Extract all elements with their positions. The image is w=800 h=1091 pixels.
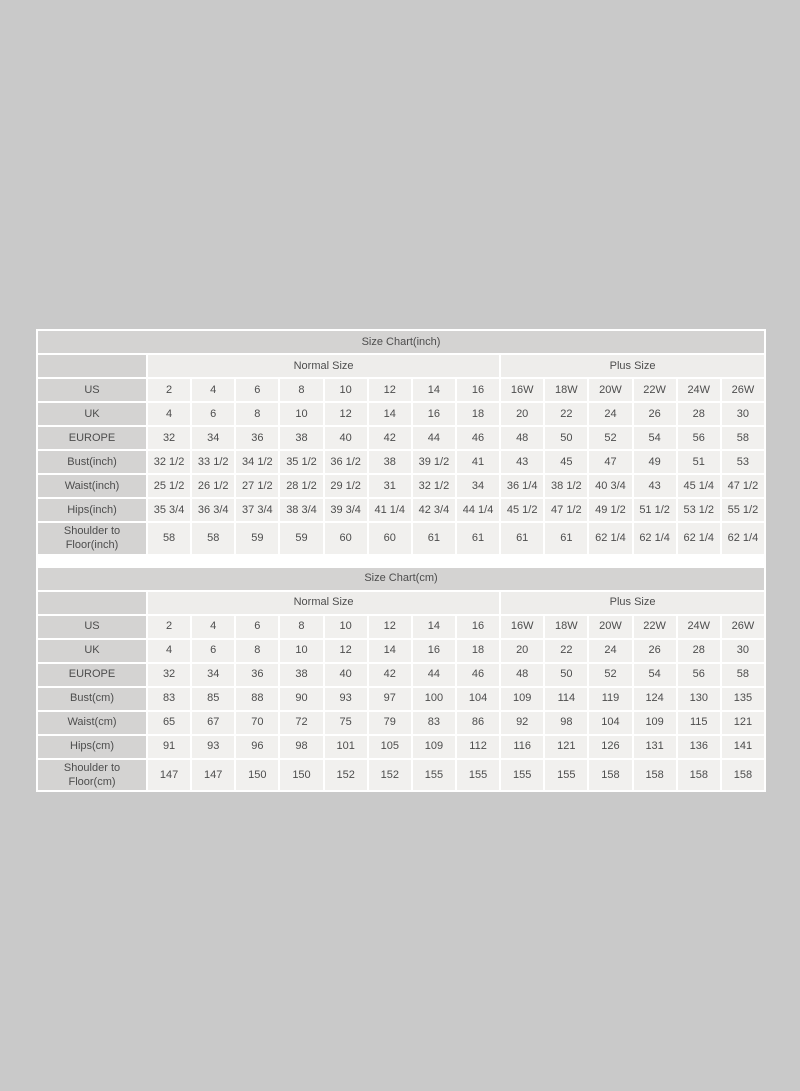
size-value-cell: 119 (589, 688, 631, 710)
size-value-cell: 40 (325, 427, 367, 449)
size-value-cell: 158 (634, 760, 676, 791)
size-value-cell: 36 1/2 (325, 451, 367, 473)
size-value-cell: 47 (589, 451, 631, 473)
size-value-cell: 141 (722, 736, 764, 758)
row-header-shoulder-to-floor-inch: Shoulder to Floor(inch) (38, 523, 146, 554)
row-header-bust-cm: Bust(cm) (38, 688, 146, 710)
size-value-cell: 10 (280, 403, 322, 425)
size-value-cell: 65 (148, 712, 190, 734)
size-value-cell: 6 (192, 640, 234, 662)
row-header-europe: EUROPE (38, 427, 146, 449)
row-header-europe: EUROPE (38, 664, 146, 686)
size-value-cell: 8 (280, 379, 322, 401)
size-value-cell: 26W (722, 379, 764, 401)
size-value-cell: 44 (413, 664, 455, 686)
size-value-cell: 26 (634, 640, 676, 662)
size-value-cell: 49 (634, 451, 676, 473)
size-value-cell: 24 (589, 403, 631, 425)
size-value-cell: 31 (369, 475, 411, 497)
size-value-cell: 92 (501, 712, 543, 734)
size-value-cell: 155 (457, 760, 499, 791)
size-value-cell: 45 1/4 (678, 475, 720, 497)
size-value-cell: 51 1/2 (634, 499, 676, 521)
size-value-cell: 70 (236, 712, 278, 734)
size-value-cell: 158 (678, 760, 720, 791)
size-value-cell: 58 (192, 523, 234, 554)
table-row (38, 616, 764, 638)
row-header-us: US (38, 379, 146, 401)
size-value-cell: 135 (722, 688, 764, 710)
size-value-cell: 72 (280, 712, 322, 734)
chart-title-row (38, 568, 764, 590)
size-value-cell: 49 1/2 (589, 499, 631, 521)
size-value-cell: 10 (325, 616, 367, 638)
size-value-cell: 62 1/4 (722, 523, 764, 554)
size-value-cell: 104 (589, 712, 631, 734)
size-value-cell: 36 (236, 427, 278, 449)
chart-title: Size Chart(inch) (38, 331, 764, 353)
size-value-cell: 98 (545, 712, 587, 734)
size-value-cell: 54 (634, 664, 676, 686)
size-value-cell: 34 (457, 475, 499, 497)
size-value-cell: 42 (369, 427, 411, 449)
size-value-cell: 105 (369, 736, 411, 758)
size-value-cell: 22 (545, 403, 587, 425)
table-row (38, 499, 764, 521)
size-value-cell: 22 (545, 640, 587, 662)
size-value-cell: 56 (678, 427, 720, 449)
size-chart-inch-table (36, 329, 766, 556)
size-value-cell: 42 (369, 664, 411, 686)
size-value-cell: 52 (589, 427, 631, 449)
chart-title: Size Chart(cm) (38, 568, 764, 590)
row-header-hips-cm: Hips(cm) (38, 736, 146, 758)
size-value-cell: 34 1/2 (236, 451, 278, 473)
size-value-cell: 37 3/4 (236, 499, 278, 521)
size-value-cell: 6 (192, 403, 234, 425)
size-value-cell: 93 (192, 736, 234, 758)
size-value-cell: 62 1/4 (678, 523, 720, 554)
size-value-cell: 39 1/2 (413, 451, 455, 473)
size-value-cell: 152 (325, 760, 367, 791)
size-value-cell: 6 (236, 379, 278, 401)
size-value-cell: 47 1/2 (545, 499, 587, 521)
size-value-cell: 16W (501, 379, 543, 401)
size-value-cell: 41 (457, 451, 499, 473)
size-value-cell: 12 (325, 403, 367, 425)
size-value-cell: 12 (369, 616, 411, 638)
size-value-cell: 24 (589, 640, 631, 662)
size-value-cell: 115 (678, 712, 720, 734)
column-group-row (38, 592, 764, 614)
size-value-cell: 46 (457, 427, 499, 449)
row-header-bust-inch: Bust(inch) (38, 451, 146, 473)
table-row (38, 523, 764, 554)
size-value-cell: 26W (722, 616, 764, 638)
size-value-cell: 79 (369, 712, 411, 734)
size-value-cell: 4 (192, 379, 234, 401)
size-value-cell: 20 (501, 403, 543, 425)
size-value-cell: 126 (589, 736, 631, 758)
size-value-cell: 101 (325, 736, 367, 758)
size-value-cell: 32 1/2 (413, 475, 455, 497)
size-value-cell: 43 (501, 451, 543, 473)
size-value-cell: 56 (678, 664, 720, 686)
size-value-cell: 59 (280, 523, 322, 554)
size-value-cell: 36 (236, 664, 278, 686)
column-group-plus-size: Plus Size (501, 592, 764, 614)
size-value-cell: 152 (369, 760, 411, 791)
size-value-cell: 4 (192, 616, 234, 638)
size-value-cell: 44 (413, 427, 455, 449)
corner-cell (38, 355, 146, 377)
size-value-cell: 27 1/2 (236, 475, 278, 497)
size-value-cell: 18W (545, 379, 587, 401)
size-value-cell: 121 (545, 736, 587, 758)
size-value-cell: 34 (192, 427, 234, 449)
size-value-cell: 155 (501, 760, 543, 791)
size-value-cell: 52 (589, 664, 631, 686)
size-value-cell: 155 (413, 760, 455, 791)
size-value-cell: 4 (148, 640, 190, 662)
size-value-cell: 130 (678, 688, 720, 710)
size-value-cell: 109 (634, 712, 676, 734)
size-value-cell: 28 (678, 640, 720, 662)
size-value-cell: 96 (236, 736, 278, 758)
size-value-cell: 100 (413, 688, 455, 710)
size-value-cell: 55 1/2 (722, 499, 764, 521)
size-value-cell: 47 1/2 (722, 475, 764, 497)
size-value-cell: 4 (148, 403, 190, 425)
size-value-cell: 90 (280, 688, 322, 710)
row-header-shoulder-to-floor-cm: Shoulder to Floor(cm) (38, 760, 146, 791)
row-header-uk: UK (38, 403, 146, 425)
table-row (38, 451, 764, 473)
chart-title-row (38, 331, 764, 353)
table-row (38, 640, 764, 662)
size-value-cell: 43 (634, 475, 676, 497)
size-value-cell: 36 1/4 (501, 475, 543, 497)
size-value-cell: 30 (722, 403, 764, 425)
size-value-cell: 50 (545, 664, 587, 686)
size-value-cell: 38 1/2 (545, 475, 587, 497)
size-value-cell: 8 (280, 616, 322, 638)
size-value-cell: 62 1/4 (634, 523, 676, 554)
size-value-cell: 40 3/4 (589, 475, 631, 497)
table-row (38, 688, 764, 710)
size-value-cell: 121 (722, 712, 764, 734)
size-value-cell: 48 (501, 427, 543, 449)
size-value-cell: 86 (457, 712, 499, 734)
size-value-cell: 40 (325, 664, 367, 686)
size-value-cell: 85 (192, 688, 234, 710)
size-value-cell: 98 (280, 736, 322, 758)
corner-cell (38, 592, 146, 614)
size-value-cell: 12 (369, 379, 411, 401)
size-value-cell: 18W (545, 616, 587, 638)
row-header-waist-inch: Waist(inch) (38, 475, 146, 497)
size-value-cell: 93 (325, 688, 367, 710)
size-value-cell: 36 3/4 (192, 499, 234, 521)
size-value-cell: 32 (148, 427, 190, 449)
size-value-cell: 104 (457, 688, 499, 710)
size-value-cell: 20 (501, 640, 543, 662)
size-value-cell: 14 (369, 640, 411, 662)
size-value-cell: 83 (413, 712, 455, 734)
size-value-cell: 58 (722, 664, 764, 686)
size-value-cell: 42 3/4 (413, 499, 455, 521)
size-value-cell: 61 (413, 523, 455, 554)
size-value-cell: 147 (148, 760, 190, 791)
size-value-cell: 16 (457, 616, 499, 638)
size-value-cell: 20W (589, 616, 631, 638)
size-value-cell: 32 (148, 664, 190, 686)
size-value-cell: 67 (192, 712, 234, 734)
size-value-cell: 61 (545, 523, 587, 554)
size-value-cell: 109 (501, 688, 543, 710)
size-value-cell: 32 1/2 (148, 451, 190, 473)
size-value-cell: 22W (634, 616, 676, 638)
column-group-normal-size: Normal Size (148, 355, 499, 377)
size-value-cell: 6 (236, 616, 278, 638)
size-value-cell: 35 1/2 (280, 451, 322, 473)
size-value-cell: 2 (148, 379, 190, 401)
size-value-cell: 54 (634, 427, 676, 449)
size-value-cell: 14 (413, 616, 455, 638)
size-value-cell: 16W (501, 616, 543, 638)
size-value-cell: 155 (545, 760, 587, 791)
size-value-cell: 39 3/4 (325, 499, 367, 521)
table-row (38, 760, 764, 791)
size-value-cell: 109 (413, 736, 455, 758)
size-value-cell: 8 (236, 640, 278, 662)
size-chart-panel (36, 329, 766, 792)
size-value-cell: 10 (325, 379, 367, 401)
size-value-cell: 35 3/4 (148, 499, 190, 521)
size-value-cell: 61 (501, 523, 543, 554)
row-header-hips-inch: Hips(inch) (38, 499, 146, 521)
size-value-cell: 53 1/2 (678, 499, 720, 521)
size-value-cell: 131 (634, 736, 676, 758)
size-value-cell: 16 (413, 403, 455, 425)
size-value-cell: 30 (722, 640, 764, 662)
table-row (38, 403, 764, 425)
size-value-cell: 150 (236, 760, 278, 791)
size-value-cell: 150 (280, 760, 322, 791)
row-header-waist-cm: Waist(cm) (38, 712, 146, 734)
size-value-cell: 48 (501, 664, 543, 686)
size-value-cell: 26 (634, 403, 676, 425)
size-value-cell: 38 3/4 (280, 499, 322, 521)
size-value-cell: 58 (148, 523, 190, 554)
size-value-cell: 158 (722, 760, 764, 791)
size-value-cell: 60 (325, 523, 367, 554)
size-value-cell: 61 (457, 523, 499, 554)
size-value-cell: 60 (369, 523, 411, 554)
size-value-cell: 45 (545, 451, 587, 473)
size-value-cell: 83 (148, 688, 190, 710)
size-value-cell: 51 (678, 451, 720, 473)
size-value-cell: 124 (634, 688, 676, 710)
size-value-cell: 62 1/4 (589, 523, 631, 554)
column-group-row (38, 355, 764, 377)
size-value-cell: 112 (457, 736, 499, 758)
size-value-cell: 28 1/2 (280, 475, 322, 497)
size-value-cell: 8 (236, 403, 278, 425)
size-value-cell: 22W (634, 379, 676, 401)
column-group-plus-size: Plus Size (501, 355, 764, 377)
size-chart-cm-table (36, 566, 766, 793)
size-value-cell: 158 (589, 760, 631, 791)
size-value-cell: 18 (457, 640, 499, 662)
size-value-cell: 58 (722, 427, 764, 449)
size-value-cell: 91 (148, 736, 190, 758)
size-value-cell: 97 (369, 688, 411, 710)
size-value-cell: 24W (678, 379, 720, 401)
size-value-cell: 147 (192, 760, 234, 791)
row-header-us: US (38, 616, 146, 638)
size-value-cell: 34 (192, 664, 234, 686)
size-value-cell: 116 (501, 736, 543, 758)
size-value-cell: 28 (678, 403, 720, 425)
size-value-cell: 53 (722, 451, 764, 473)
table-row (38, 475, 764, 497)
size-value-cell: 59 (236, 523, 278, 554)
size-value-cell: 136 (678, 736, 720, 758)
size-value-cell: 33 1/2 (192, 451, 234, 473)
size-value-cell: 44 1/4 (457, 499, 499, 521)
size-value-cell: 16 (457, 379, 499, 401)
column-group-normal-size: Normal Size (148, 592, 499, 614)
row-header-uk: UK (38, 640, 146, 662)
size-value-cell: 41 1/4 (369, 499, 411, 521)
size-value-cell: 25 1/2 (148, 475, 190, 497)
size-value-cell: 38 (280, 664, 322, 686)
size-value-cell: 88 (236, 688, 278, 710)
size-value-cell: 50 (545, 427, 587, 449)
size-value-cell: 114 (545, 688, 587, 710)
table-row (38, 736, 764, 758)
size-value-cell: 14 (369, 403, 411, 425)
size-value-cell: 75 (325, 712, 367, 734)
table-row (38, 664, 764, 686)
table-row (38, 427, 764, 449)
size-value-cell: 45 1/2 (501, 499, 543, 521)
size-value-cell: 38 (280, 427, 322, 449)
size-value-cell: 26 1/2 (192, 475, 234, 497)
size-value-cell: 2 (148, 616, 190, 638)
table-row (38, 379, 764, 401)
size-value-cell: 14 (413, 379, 455, 401)
size-value-cell: 10 (280, 640, 322, 662)
size-value-cell: 24W (678, 616, 720, 638)
size-value-cell: 20W (589, 379, 631, 401)
size-value-cell: 18 (457, 403, 499, 425)
size-value-cell: 46 (457, 664, 499, 686)
size-value-cell: 38 (369, 451, 411, 473)
size-value-cell: 12 (325, 640, 367, 662)
table-row (38, 712, 764, 734)
size-value-cell: 29 1/2 (325, 475, 367, 497)
size-value-cell: 16 (413, 640, 455, 662)
